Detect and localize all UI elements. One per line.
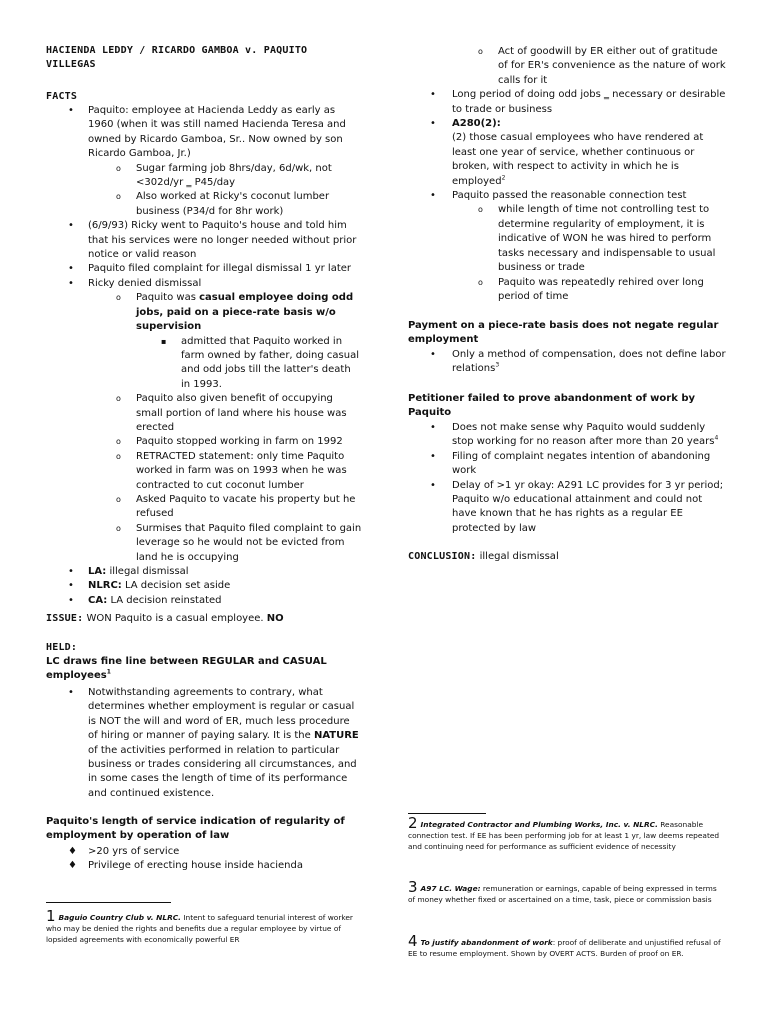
circle-bullet-icon: o bbox=[116, 394, 121, 404]
length-service-item: ♦ Privilege of erecting house inside hacienda bbox=[46, 859, 362, 873]
held-subheading: LC draws fine line between REGULAR and CASUAL employees$^1$ bbox=[46, 656, 327, 682]
length-service-item: • Long period of doing odd jobs ‗ necessary or desirable to trade or business bbox=[430, 89, 726, 115]
circle-bullet-icon: o bbox=[116, 451, 121, 461]
circle-bullet-icon: o bbox=[478, 47, 483, 56]
facts-item: • LA: illegal dismissal bbox=[46, 565, 362, 579]
bullet-icon: • bbox=[68, 263, 74, 275]
circle-bullet-icon: o bbox=[116, 494, 121, 504]
circle-bullet-icon: o bbox=[116, 192, 121, 202]
facts-list bbox=[46, 104, 362, 608]
bullet-icon: • bbox=[430, 89, 436, 101]
footnote-4: 4 To justify abandonment of work: proof of deliberate and unjustified refusal of EE to resume employment. Shown by OVERT ACTS. Burden of proof on ER. bbox=[408, 932, 721, 958]
length-service-subitem: o Paquito was repeatedly rehired over long period of time bbox=[478, 276, 704, 302]
facts-item: • Ricky denied dismissal bbox=[46, 277, 362, 291]
abandonment-item: • Filing of complaint negates intention of abandoning work bbox=[430, 450, 711, 477]
circle-bullet-icon: o bbox=[478, 277, 483, 287]
length-service-subitem: o Act of goodwill by ER either out of gratitude of for ER's convenience as the nature of work calls for it bbox=[478, 46, 726, 86]
bullet-icon: • bbox=[430, 118, 436, 130]
facts-item: • CA: LA decision reinstated bbox=[46, 594, 362, 608]
abandonment-heading: Petitioner failed to prove abandonment of work by Paquito bbox=[408, 393, 696, 419]
bullet-icon: • bbox=[68, 105, 74, 116]
footnote-divider bbox=[46, 902, 171, 903]
facts-subitem: o Paquito stopped working in farm on 1992 bbox=[46, 435, 362, 449]
footnote-1: 1 Baguio Country Club v. NLRC. Intent to safeguard tenurial interest of worker who may be denied the rights and benefits due a regular employee by virtue of lopsided agreements with economically powerful ER bbox=[46, 907, 353, 944]
conclusion-line: CONCLUSION: illegal dismissal bbox=[408, 551, 559, 562]
facts-subitem: o Asked Paquito to vacate his property but he refused bbox=[116, 493, 356, 520]
piece-rate-list bbox=[408, 348, 726, 377]
facts-item: • NLRC: LA decision set aside bbox=[46, 579, 362, 593]
bullet-icon: • bbox=[430, 422, 436, 433]
facts-subitem: o Sugar farming job 8hrs/day, 6d/wk, not <302d/yr ‗ P45/day bbox=[116, 162, 332, 189]
circle-bullet-icon: o bbox=[116, 293, 121, 303]
bullet-icon: • bbox=[430, 190, 436, 202]
footnote-divider bbox=[408, 813, 486, 814]
facts-subitem: o RETRACTED statement: only time Paquito worked in farm was on 1993 when he was contracted to cut coconut lumber bbox=[116, 450, 347, 491]
abandonment-item: • Delay of >1 yr okay: A291 LC provides for 3 yr period; Paquito w/o educational attainment and could not have known that he has rights as a regular EE protected by law bbox=[430, 479, 724, 534]
circle-bullet-icon: o bbox=[116, 523, 121, 533]
facts-subitem: o Also worked at Ricky's coconut lumber business (P34/d for 8hr work) bbox=[116, 191, 330, 217]
facts-subitem: o Paquito also given benefit of occupying small portion of land where his house was erected bbox=[116, 393, 347, 433]
length-service-subitem: o while length of time not controlling test to determine regularity of employment, it is indicative of WON he was hired to perform tasks necessary and indispensable to usual business or trade bbox=[478, 204, 716, 274]
facts-subsubitem: ▪ admitted that Paquito worked in farm owned by father, doing casual and odd jobs till the latter's death in 1993. bbox=[161, 335, 359, 390]
length-service-continued bbox=[408, 45, 726, 304]
circle-bullet-icon: o bbox=[116, 163, 121, 173]
length-service-item: • A280(2): (2) those casual employees who have rendered at least one year of service, whether continuous or broken, with respect to activity in which he is employed$^2$ bbox=[430, 118, 704, 187]
length-service-item: • Paquito passed the reasonable connection test bbox=[408, 189, 726, 203]
length-service-heading: Paquito's length of service indication of regularity of employment by operation of law bbox=[46, 816, 345, 842]
abandonment-item: • Does not make sense why Paquito would suddenly stop working for no reason after more than 20 years$^4$ bbox=[430, 422, 719, 448]
bullet-icon: • bbox=[430, 349, 436, 360]
held-heading: HELD: bbox=[46, 642, 78, 653]
facts-item: • Paquito filed complaint for illegal dismissal 1 yr later bbox=[46, 262, 362, 276]
case-title bbox=[46, 44, 362, 73]
bullet-icon: • bbox=[68, 566, 74, 577]
bullet-icon: • bbox=[68, 687, 74, 698]
bullet-icon: • bbox=[430, 450, 436, 462]
bullet-icon: • bbox=[68, 277, 74, 289]
square-bullet-icon: ▪ bbox=[161, 336, 167, 346]
bullet-icon: • bbox=[68, 580, 74, 592]
length-service-item: ♦ >20 yrs of service bbox=[46, 845, 362, 859]
circle-bullet-icon: o bbox=[116, 437, 121, 447]
held-item: • Notwithstanding agreements to contrary, what determines whether employment is regular or casual is NOT the will and word of ER, much less procedure of hiring or manner of paying salary. It is the NATURE of the activities performed in relation to particular business or trades considering all circumstances, and in some cases the length of time of its performance and continued existence. bbox=[68, 687, 359, 799]
held-list bbox=[46, 686, 362, 801]
footnote-3: 3 A97 LC. Wage: remuneration or earnings, capable of being expressed in terms of money whether fixed or ascertained on a time, task, piece or commission basis bbox=[408, 878, 717, 904]
diamond-bullet-icon: ♦ bbox=[68, 846, 77, 857]
issue-line: ISSUE: WON Paquito is a casual employee. NO bbox=[46, 613, 284, 624]
diamond-bullet-icon: ♦ bbox=[68, 860, 77, 872]
piece-rate-item: • Only a method of compensation, does not define labor relations$^3$ bbox=[430, 349, 726, 375]
facts-item: • Paquito: employee at Hacienda Leddy as early as 1960 (when it was still named Hacienda Teresa and owned by Ricardo Gamboa, Sr.. Now owned by son Ricardo Gamboa, Jr.) bbox=[68, 105, 346, 160]
piece-rate-heading: Payment on a piece-rate basis does not negate regular employment bbox=[408, 320, 719, 346]
case-title-line1: HACIENDA LEDDY / RICARDO GAMBOA v. PAQUITO bbox=[46, 45, 308, 56]
length-service-list bbox=[46, 845, 362, 874]
facts-heading: FACTS bbox=[46, 91, 78, 102]
case-title-line2: VILLEGAS bbox=[46, 59, 96, 71]
facts-subitem: o Paquito was casual employee doing odd jobs, paid on a piece-rate basis w/o supervision bbox=[116, 292, 354, 333]
bullet-icon: • bbox=[430, 479, 436, 491]
bullet-icon: • bbox=[68, 220, 74, 232]
circle-bullet-icon: o bbox=[478, 205, 483, 215]
abandonment-list bbox=[408, 421, 726, 536]
bullet-icon: • bbox=[68, 594, 74, 606]
facts-item: • (6/9/93) Ricky went to Paquito's house and told him that his services were no longer needed without prior notice or valid reason bbox=[68, 220, 357, 261]
footnote-2: 2 Integrated Contractor and Plumbing Works, Inc. v. NLRC. Reasonable connection test. If EE has been performing job for at least 1 yr, law deems repeated and continuing need for performance as sufficient evidence of necessity bbox=[408, 814, 720, 851]
facts-subitem: o Surmises that Paquito filed complaint to gain leverage so he would not be evicted from land he is occupying bbox=[116, 522, 362, 563]
